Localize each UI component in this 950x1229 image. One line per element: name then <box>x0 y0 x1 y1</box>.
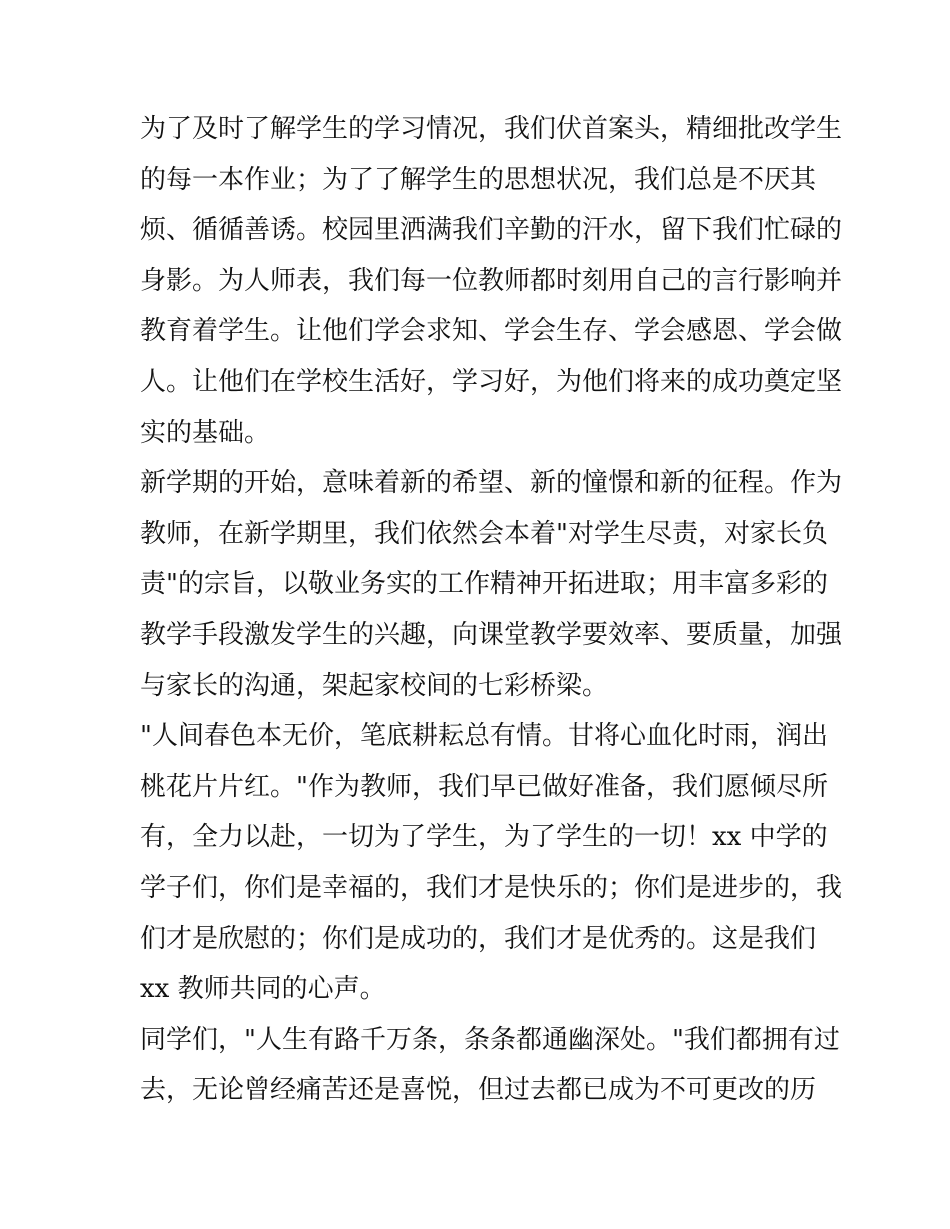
text-line: 的每一本作业；为了了解学生的思想状况，我们总是不厌其 <box>140 164 817 195</box>
text-line: 教师，在新学期里，我们依然会本着"对学生尽责，对家长负 <box>140 518 828 549</box>
text-line: 为了及时了解学生的学习情况，我们伏首案头，精细批改学生 <box>140 114 843 144</box>
text-line: 身影。为人师表，我们每一位教师都时刻用自己的言行影响并 <box>140 265 843 296</box>
text-line: 实的基础。 <box>140 417 271 448</box>
body-text <box>140 104 843 1116</box>
text-line: 与家长的沟通，架起家校间的七彩桥梁。 <box>140 670 609 701</box>
text-line: 桃花片片红。"作为教师，我们早已做好准备，我们愿倾尽所 <box>140 771 828 802</box>
text-line: 们才是欣慰的；你们是成功的，我们才是优秀的。这是我们 <box>140 923 817 954</box>
text-line: 新学期的开始，意味着新的希望、新的憧憬和新的征程。作为 <box>140 468 843 499</box>
text-line: 学子们，你们是幸福的，我们才是快乐的；你们是进步的，我 <box>140 872 843 903</box>
text-line: 烦、循循善诱。校园里洒满我们辛勤的汗水，留下我们忙碌的 <box>140 215 843 246</box>
text-line: 教学手段激发学生的兴趣，向课堂教学要效率、要质量，加强 <box>140 619 843 650</box>
text-line: 人。让他们在学校生活好，学习好，为他们将来的成功奠定坚 <box>140 366 843 397</box>
text-line: xx 教师共同的心声。 <box>140 974 386 1005</box>
text-line: 责"的宗旨，以敬业务实的工作精神开拓进取；用丰富多彩的 <box>140 569 828 600</box>
text-line: 同学们，"人生有路千万条，条条都通幽深处。"我们都拥有过 <box>140 1024 840 1055</box>
text-line: 教育着学生。让他们学会求知、学会生存、学会感恩、学会做 <box>140 316 843 347</box>
text-line: 有，全力以赴，一切为了学生，为了学生的一切！xx 中学的 <box>140 822 828 853</box>
text-line: "人间春色本无价，笔底耕耘总有情。甘将心血化时雨，润出 <box>140 721 828 752</box>
text-line: 去，无论曾经痛苦还是喜悦，但过去都已成为不可更改的历 <box>140 1075 817 1106</box>
